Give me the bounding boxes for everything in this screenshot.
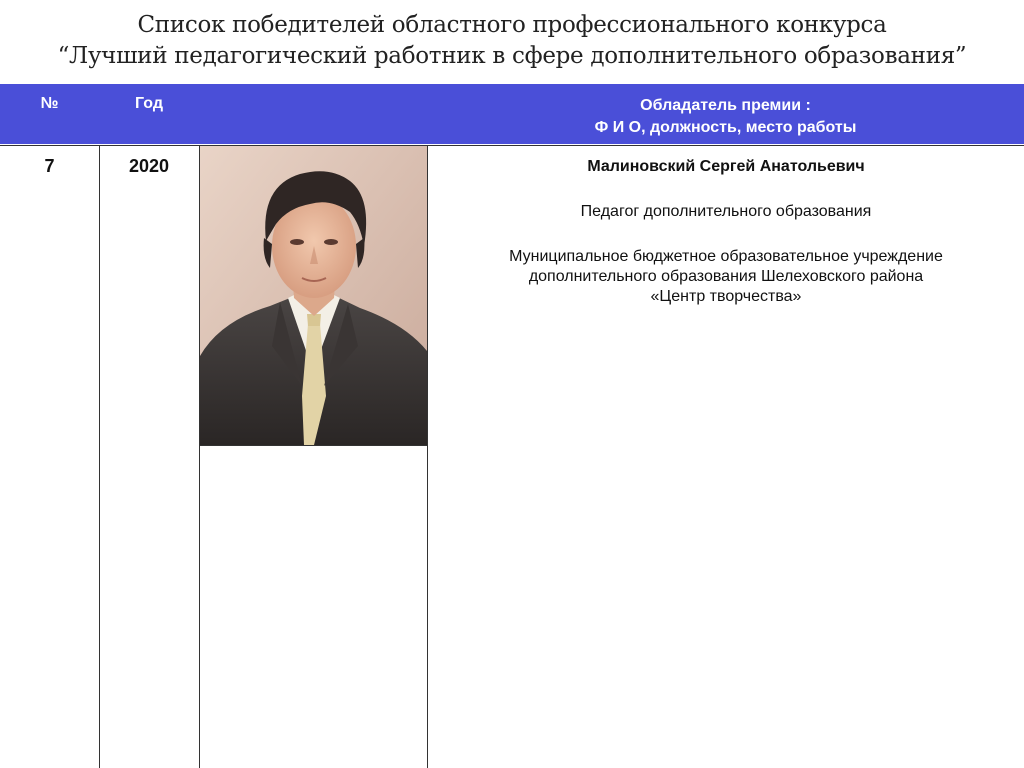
- winner-position: Педагог дополнительного образования: [580, 203, 872, 220]
- person-portrait-icon: [200, 146, 427, 445]
- header-owner-line-2: Ф И О, должность, место работы: [594, 119, 857, 136]
- photo-bottom-border: [199, 445, 428, 446]
- page-title: [0, 10, 1024, 72]
- winner-workplace: [428, 247, 1024, 307]
- row-number: 7: [44, 156, 55, 176]
- title-line-1: Список победителей областного профессионального конкурса: [137, 12, 887, 38]
- winner-name: Малиновский Сергей Анатольевич: [587, 158, 865, 175]
- workplace-line-2: дополнительного образования Шелеховского района: [528, 268, 924, 285]
- header-owner: [427, 84, 1024, 144]
- winner-photo: [200, 146, 427, 445]
- workplace-line-1: Муниципальное бюджетное образовательное учреждение: [509, 248, 943, 265]
- header-owner-line-1: Обладатель премии :: [640, 97, 811, 114]
- row-year: 2020: [128, 156, 170, 176]
- winner-info: [428, 157, 1024, 307]
- workplace-line-3: «Центр творчества»: [650, 288, 802, 305]
- title-line-2: “Лучший педагогический работник в сфере дополнительного образования”: [57, 43, 967, 69]
- column-divider-1: [99, 145, 100, 768]
- header-year: Год: [135, 95, 163, 112]
- header-number: №: [40, 95, 59, 112]
- row-top-border: [0, 145, 1024, 146]
- table-header: [0, 84, 1024, 144]
